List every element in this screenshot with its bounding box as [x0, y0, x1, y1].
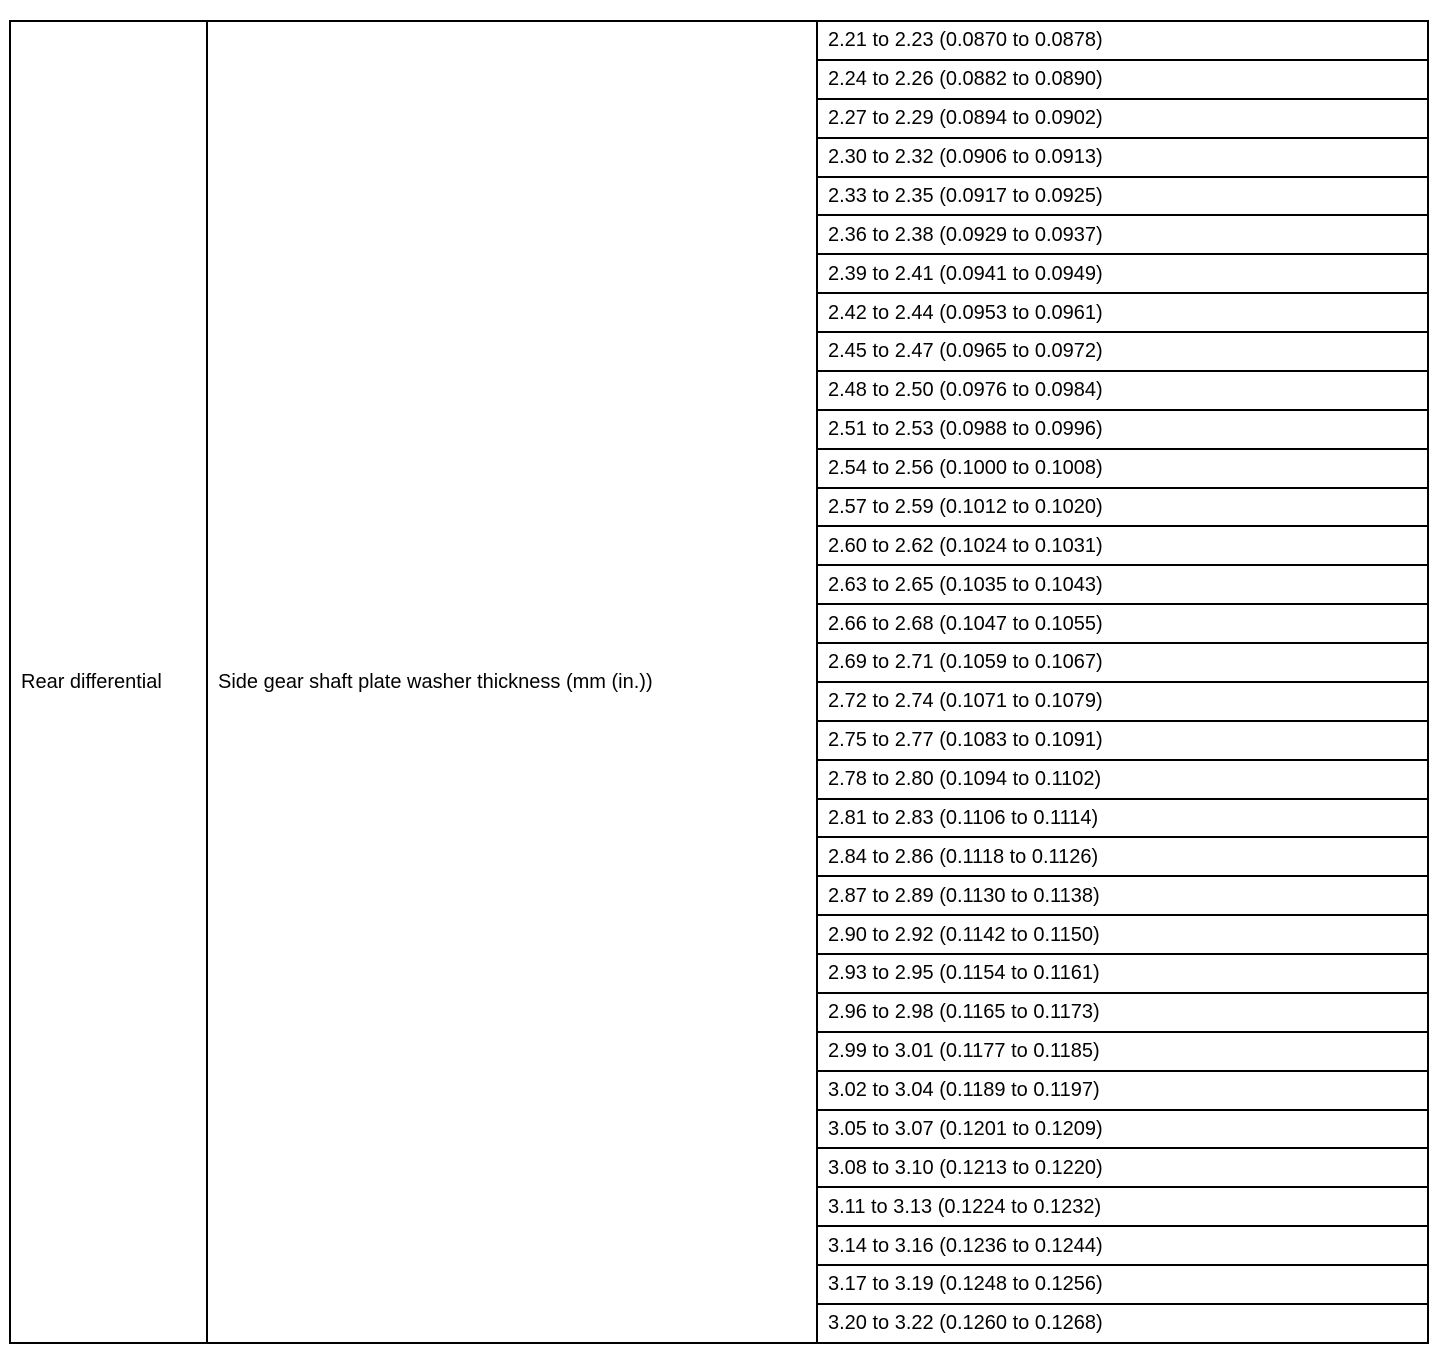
item-cell: Side gear shaft plate washer thickness (mm (in.)) [207, 21, 817, 1343]
value-cell: 2.51 to 2.53 (0.0988 to 0.0996) [817, 410, 1428, 449]
value-cell: 3.17 to 3.19 (0.1248 to 0.1256) [817, 1265, 1428, 1304]
value-cell: 2.33 to 2.35 (0.0917 to 0.0925) [817, 177, 1428, 216]
value-cell: 2.78 to 2.80 (0.1094 to 0.1102) [817, 760, 1428, 799]
value-cell: 2.36 to 2.38 (0.0929 to 0.0937) [817, 215, 1428, 254]
value-cell: 2.87 to 2.89 (0.1130 to 0.1138) [817, 876, 1428, 915]
value-cell: 2.99 to 3.01 (0.1177 to 0.1185) [817, 1032, 1428, 1071]
value-cell: 2.75 to 2.77 (0.1083 to 0.1091) [817, 721, 1428, 760]
value-cell: 2.84 to 2.86 (0.1118 to 0.1126) [817, 837, 1428, 876]
value-cell: 3.20 to 3.22 (0.1260 to 0.1268) [817, 1304, 1428, 1343]
value-cell: 2.21 to 2.23 (0.0870 to 0.0878) [817, 21, 1428, 60]
value-cell: 3.11 to 3.13 (0.1224 to 0.1232) [817, 1187, 1428, 1226]
value-cell: 2.24 to 2.26 (0.0882 to 0.0890) [817, 60, 1428, 99]
value-cell: 2.54 to 2.56 (0.1000 to 0.1008) [817, 449, 1428, 488]
value-cell: 2.96 to 2.98 (0.1165 to 0.1173) [817, 993, 1428, 1032]
value-cell: 2.39 to 2.41 (0.0941 to 0.0949) [817, 254, 1428, 293]
value-cell: 2.45 to 2.47 (0.0965 to 0.0972) [817, 332, 1428, 371]
value-cell: 2.48 to 2.50 (0.0976 to 0.0984) [817, 371, 1428, 410]
value-cell: 2.30 to 2.32 (0.0906 to 0.0913) [817, 138, 1428, 177]
value-cell: 2.93 to 2.95 (0.1154 to 0.1161) [817, 954, 1428, 993]
value-cell: 3.05 to 3.07 (0.1201 to 0.1209) [817, 1110, 1428, 1149]
value-cell: 3.08 to 3.10 (0.1213 to 0.1220) [817, 1148, 1428, 1187]
table-row [10, 21, 1428, 60]
value-cell: 2.72 to 2.74 (0.1071 to 0.1079) [817, 682, 1428, 721]
value-cell: 2.60 to 2.62 (0.1024 to 0.1031) [817, 526, 1428, 565]
value-cell: 2.63 to 2.65 (0.1035 to 0.1043) [817, 565, 1428, 604]
value-cell: 2.57 to 2.59 (0.1012 to 0.1020) [817, 488, 1428, 527]
value-cell: 2.81 to 2.83 (0.1106 to 0.1114) [817, 799, 1428, 838]
value-cell: 3.02 to 3.04 (0.1189 to 0.1197) [817, 1071, 1428, 1110]
spec-table-body [10, 21, 1428, 1343]
value-cell: 3.14 to 3.16 (0.1236 to 0.1244) [817, 1226, 1428, 1265]
spec-table [9, 20, 1429, 1344]
value-cell: 2.90 to 2.92 (0.1142 to 0.1150) [817, 915, 1428, 954]
component-cell: Rear differential [10, 21, 207, 1343]
value-cell: 2.66 to 2.68 (0.1047 to 0.1055) [817, 604, 1428, 643]
value-cell: 2.42 to 2.44 (0.0953 to 0.0961) [817, 293, 1428, 332]
value-cell: 2.27 to 2.29 (0.0894 to 0.0902) [817, 99, 1428, 138]
value-cell: 2.69 to 2.71 (0.1059 to 0.1067) [817, 643, 1428, 682]
